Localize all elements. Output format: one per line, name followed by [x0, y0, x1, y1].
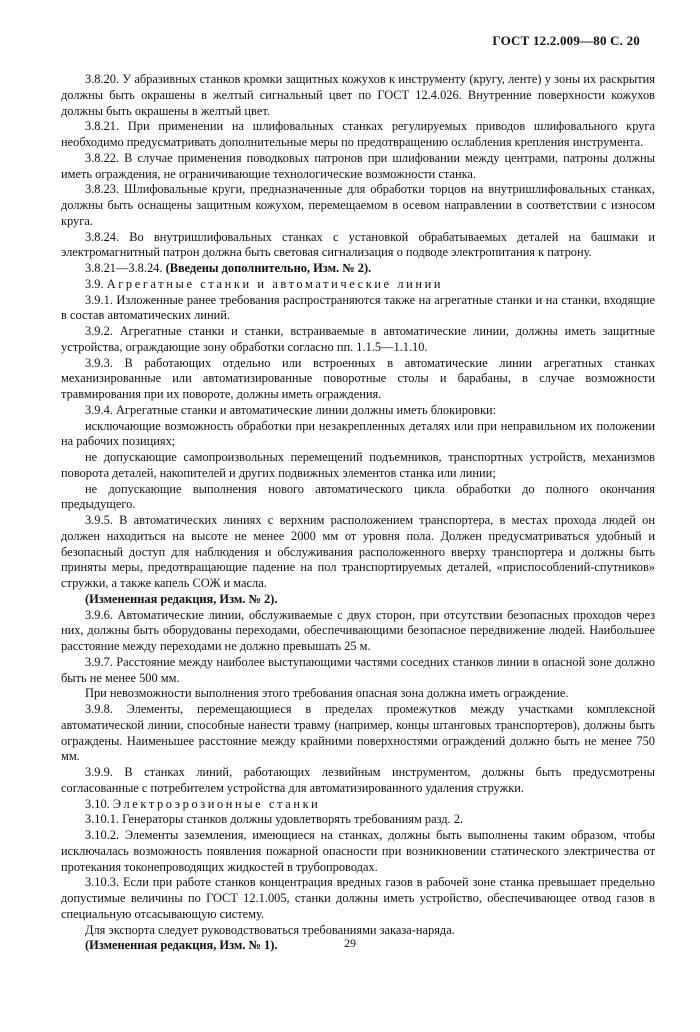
amendment-note-3-9-5: (Измененная редакция, Изм. № 2).: [85, 591, 278, 606]
paragraph-3-8-24: 3.8.24. Во внутришлифовальных станках с установкой обрабатываемых деталей на башмаки и электромагнитный патрон должна быть световая сигнализация о подводе электропитания к патрону.: [61, 229, 655, 260]
document-body: [61, 72, 655, 954]
section-title: Электроэрозионные станки: [112, 796, 321, 811]
section-number: 3.9.: [85, 276, 104, 291]
section-heading-3-10: [61, 797, 655, 813]
paragraph-3-8-22: 3.8.22. В случае применения поводковых патронов при шлифовании между центрами, патроны должны иметь ограждения, не ограничивающие технологические возможности станка.: [61, 150, 655, 181]
amendment-note-3-8: [61, 261, 655, 277]
paragraph-3-9-9: 3.9.9. В станках линий, работающих лезвийным инструментом, должны быть предусмотрены согласованные с потребителем устройства для автоматизированного удаления стружки.: [61, 765, 655, 795]
paragraph-3-9-2: 3.9.2. Агрегатные станки и станки, встраиваемые в автоматические линии, должны иметь защитные устройства, ограждающие зону обработки согласно пп. 1.1.5—1.1.10.: [61, 324, 655, 354]
paragraph-3-8-20: 3.8.20. У абразивных станков кромки защитных кожухов к инструменту (кругу, ленте) у зоны их раскрытия должны быть окрашены в желтый сигнальный цвет по ГОСТ 12.4.026. Внутренние поверхности кожухов должны быть окрашены в желтый цвет.: [61, 72, 655, 118]
export-note: Для экспорта следует руководствоваться требованиями заказа-наряда.: [85, 922, 455, 937]
paragraph-3-9-6: 3.9.6. Автоматические линии, обслуживаемые с двух сторон, при отсутствии безопасных проходов через них, должны быть оборудованы переходами, обеспечивающими безопасное передвижение людей. Наибольшее расстояние между переходами не должно превышать 25 м.: [61, 607, 655, 653]
paragraph-3-9-4: 3.9.4. Агрегатные станки и автоматические линии должны иметь блокировки:: [85, 402, 497, 417]
page-header: ГОСТ 12.2.009—80 С. 20: [492, 33, 640, 48]
list-item-blocking-1: исключающие возможность обработки при незакрепленных деталях или при неправильном их положении на рабочих позициях;: [61, 418, 655, 449]
paragraph-3-9-8: 3.9.8. Элементы, перемещающиеся в пределах промежутков между участками комплексной автоматической линии, способные нанести травму (например, концы штанговых транспортеров), должны быть ограждены. Наименьшее расстояние между крайними поверхностями ограждений должно быть не менее 750 мм.: [61, 702, 655, 764]
section-heading-3-9: [61, 277, 655, 293]
section-number: 3.10.: [85, 796, 110, 811]
paragraph-3-9-7: 3.9.7. Расстояние между наиболее выступающими частями соседних станков линии в опасной зоне должно быть не менее 500 мм.: [61, 654, 655, 685]
amendment-note-3-10: (Измененная редакция, Изм. № 1).: [85, 938, 278, 953]
paragraph-3-9-7-note: При невозможности выполнения этого требования опасная зона должна иметь ограждение.: [85, 686, 569, 701]
amendment-ref: 3.8.21—3.8.24.: [85, 261, 163, 275]
paragraph-3-10-1: 3.10.1. Генераторы станков должны удовлетворять требованиям разд. 2.: [85, 812, 464, 827]
list-item-blocking-2: не допускающие самопроизвольных перемещений подъемников, транспортных устройств, механизмов поворота деталей, накопителей и других подвижных элементов станка или линии;: [61, 450, 655, 480]
page-number: 29: [344, 936, 356, 950]
paragraph-3-9-1: 3.9.1. Изложенные ранее требования распространяются также на агрегатные станки и на станки, входящие в состав автоматических линий.: [61, 292, 655, 323]
paragraph-3-8-23: 3.8.23. Шлифовальные круги, предназначенные для обработки торцов на внутришлифовальных станках, должны быть оснащены защитным кожухом, перемещаемом в осевом направлении в соответствии с износом круга.: [61, 182, 655, 228]
amendment-text: (Введены дополнительно, Изм. № 2).: [165, 261, 372, 275]
paragraph-3-9-5: 3.9.5. В автоматических линиях с верхним расположением транспортера, в местах прохода людей он должен находиться на высоте не менее 2000 мм от уровня пола. Должен предусматриваться удобный и безопасный доступ для наблюдения и обслуживания расположенного вверху транспортера и должны быть приняты меры, предотвращающие падение на пол транспортируемых деталей, «приспособлений-спутников» стружки, а также капель СОЖ и масла.: [61, 513, 655, 590]
paragraph-3-9-3: 3.9.3. В работающих отдельно или встроенных в автоматические линии агрегатных станках механизированные или автоматизированные поворотные столы и барабаны, в случае возможности травмирования при их повороте, должны иметь ограждения.: [61, 355, 655, 401]
section-title: Агрегатные станки и автоматические линии: [106, 276, 444, 291]
paragraph-3-10-2: 3.10.2. Элементы заземления, имеющиеся на станках, должны быть выполнены таким образом, чтобы исключалась возможность появления пожарной опасности при возникновении статического электричества от протекания токонепроводящих жидкостей в трубопроводах.: [61, 828, 655, 874]
paragraph-3-10-3: 3.10.3. Если при работе станков концентрация вредных газов в рабочей зоне станка превышает предельно допустимые величины по ГОСТ 12.1.005, станки должны иметь устройство, обеспечивающее отвод газов в специальную отсасывающую систему.: [61, 875, 655, 921]
paragraph-3-8-21: 3.8.21. При применении на шлифовальных станках регулируемых приводов шлифовального круга необходимо предусматривать дополнительные меры по предотвращению ослабления крепления инструмента.: [61, 119, 655, 149]
list-item-blocking-3: не допускающие выполнения нового автоматического цикла обработки до полного окончания предыдущего.: [61, 481, 655, 512]
